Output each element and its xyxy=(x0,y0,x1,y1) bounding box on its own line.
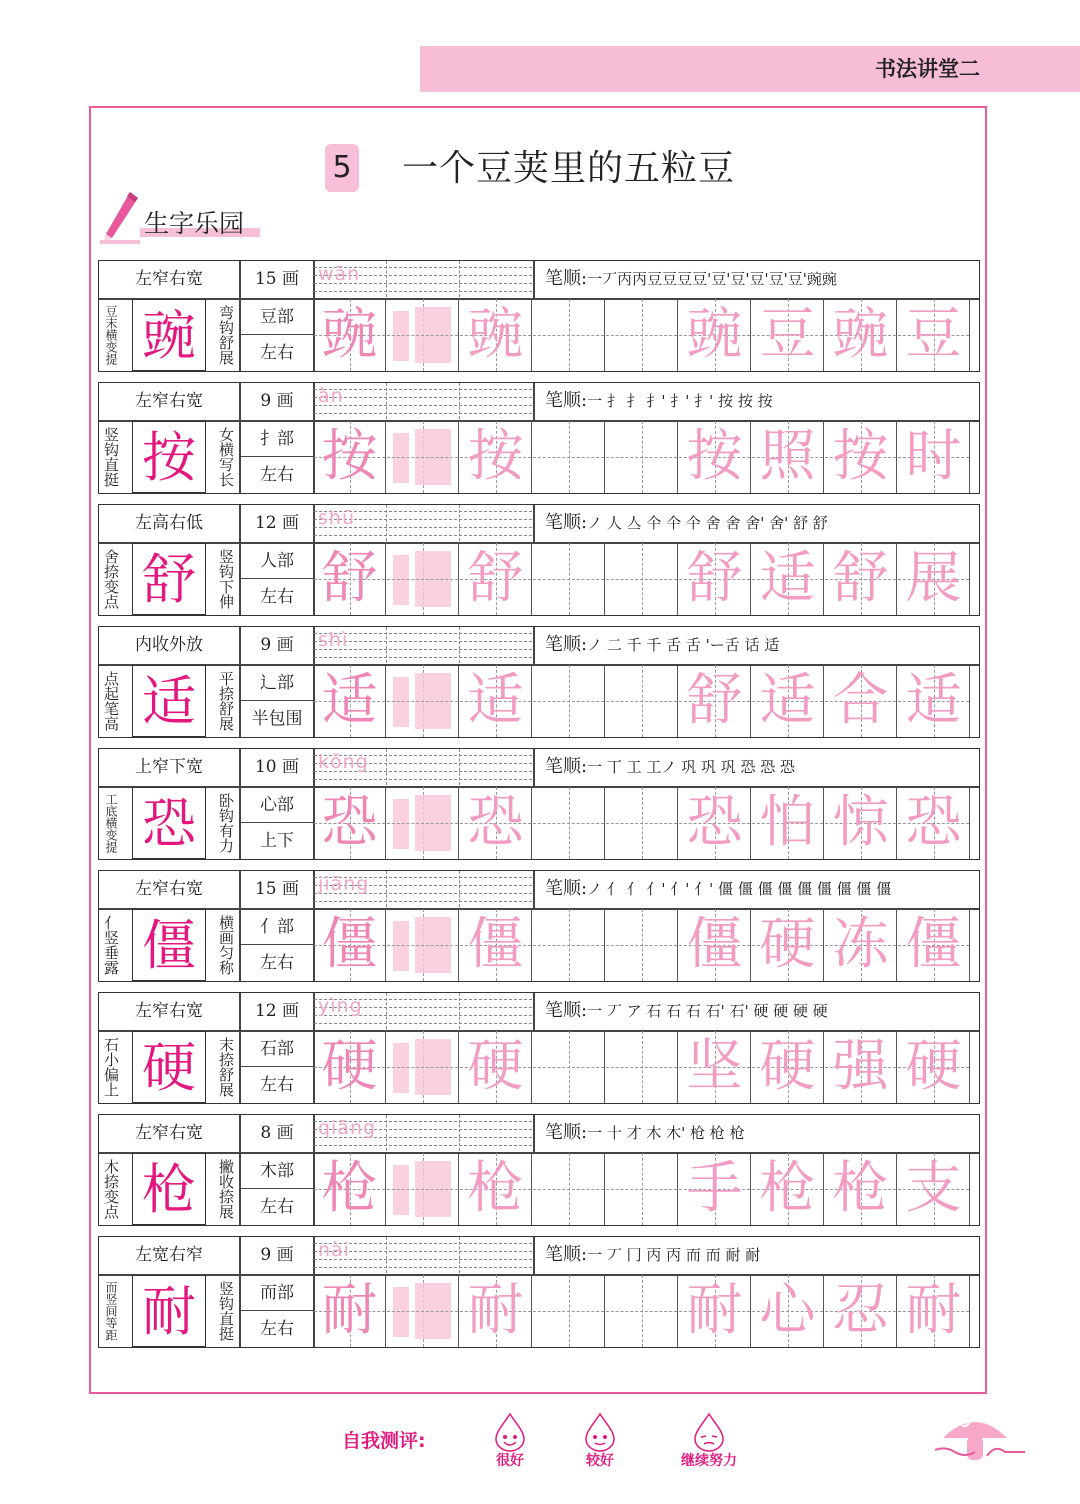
writing-tip-left: 而竖间等距 xyxy=(104,1281,118,1341)
rating-keep-trying[interactable] xyxy=(664,1412,754,1469)
pinyin-cell xyxy=(314,505,532,541)
practice-cell[interactable] xyxy=(752,665,824,737)
practice-cell[interactable] xyxy=(460,299,532,371)
stroke-count: 8 画 xyxy=(260,1123,294,1143)
stroke-count: 12 画 xyxy=(254,1001,300,1021)
stroke-order-label: 笔顺: xyxy=(545,268,588,289)
practice-cell[interactable] xyxy=(679,665,751,737)
practice-cell[interactable] xyxy=(898,421,970,493)
practice-grid xyxy=(314,787,979,859)
practice-cell[interactable] xyxy=(679,1275,751,1347)
layout-label: 左右 xyxy=(260,465,294,485)
radical-label: 豆部 xyxy=(260,307,294,327)
practice-cell[interactable] xyxy=(898,1031,970,1103)
self-eval-label: 自我测评: xyxy=(342,1430,426,1452)
stroke-order-cell xyxy=(535,1115,981,1151)
model-character: 恐 xyxy=(142,792,196,855)
practice-cell[interactable] xyxy=(606,1153,678,1225)
model-character: 耐 xyxy=(142,1280,196,1343)
writing-tip-right: 竖钩直挺 xyxy=(217,1281,235,1341)
practice-grid xyxy=(314,909,979,981)
practice-cell[interactable] xyxy=(606,665,678,737)
writing-tip-left: 竖钩直挺 xyxy=(102,427,120,487)
model-character-box xyxy=(132,299,206,371)
practice-cell[interactable] xyxy=(752,1031,824,1103)
smile-drop-icon xyxy=(580,1412,620,1452)
word-character: 豌 xyxy=(832,302,889,367)
stroke-order-sequence: 一 丆 ア 石 石 石 石' 石' 硬 硬 硬 硬 xyxy=(587,1002,828,1020)
character-block xyxy=(98,382,980,494)
practice-cell[interactable] xyxy=(460,543,532,615)
practice-cell[interactable] xyxy=(606,421,678,493)
pinyin-cell xyxy=(314,749,532,785)
pinyin: kǒng xyxy=(318,751,369,773)
practice-cell[interactable] xyxy=(825,299,897,371)
model-character-box xyxy=(132,1153,206,1225)
pinyin-cell xyxy=(314,261,532,297)
page-number: 9 xyxy=(960,1412,972,1431)
writing-tip-left: 舍捺变点 xyxy=(102,549,120,609)
practice-cell[interactable] xyxy=(533,665,605,737)
word-character: 手 xyxy=(686,1156,743,1221)
trace-character: 僵 xyxy=(467,912,524,977)
writing-tip-right: 撇收捺展 xyxy=(217,1159,235,1219)
writing-tip-right: 平捺舒展 xyxy=(217,671,235,731)
writing-tip-right: 横画匀称 xyxy=(217,915,235,975)
trace-character: 僵 xyxy=(321,912,378,977)
stroke-order-label: 笔顺: xyxy=(545,512,588,533)
practice-cell[interactable] xyxy=(460,421,532,493)
practice-grid xyxy=(314,421,979,493)
practice-cell[interactable] xyxy=(606,787,678,859)
practice-cell[interactable] xyxy=(533,1031,605,1103)
stroke-order-sequence: ノ 二 千 千 舌 舌 'ー舌 话 适 xyxy=(587,636,780,654)
rating-label: 很好 xyxy=(496,1453,524,1469)
stroke-order-cell xyxy=(535,383,981,419)
trace-character: 按 xyxy=(467,424,524,489)
trace-character: 适 xyxy=(321,668,378,733)
word-character: 枪 xyxy=(759,1156,816,1221)
practice-cell[interactable] xyxy=(460,1153,532,1225)
radical-label: 而部 xyxy=(260,1283,294,1303)
happy-drop-icon xyxy=(490,1412,530,1452)
word-character: 硬 xyxy=(905,1034,962,1099)
trace-character: 耐 xyxy=(321,1278,378,1343)
practice-cell[interactable] xyxy=(898,1153,970,1225)
practice-cell[interactable] xyxy=(825,665,897,737)
stroke-order-sequence: ノ 人 亼 仐 仐 仐 舍 舍 舍' 舍' 舒 舒 xyxy=(587,514,828,532)
layout-label: 半包围 xyxy=(251,709,303,729)
stroke-order-sequence: ノ 亻 亻 亻' 亻' 亻' 僵 僵 僵 僵 僵 僵 僵 僵 僵 xyxy=(587,880,892,898)
practice-cell[interactable] xyxy=(606,299,678,371)
word-character: 按 xyxy=(832,424,889,489)
practice-cell[interactable] xyxy=(898,543,970,615)
practice-cell[interactable] xyxy=(825,1031,897,1103)
stroke-count: 9 画 xyxy=(260,635,294,655)
practice-cell[interactable] xyxy=(533,909,605,981)
stroke-order-sequence: 一 十 才 木 木' 枪 枪 枪 xyxy=(587,1124,745,1142)
layout-label: 左右 xyxy=(260,343,294,363)
lesson-title: 一个豆荚里的五粒豆 xyxy=(402,148,736,189)
stroke-order-label: 笔顺: xyxy=(545,390,588,411)
layout-label: 左右 xyxy=(260,1197,294,1217)
practice-cell[interactable] xyxy=(460,787,532,859)
pinyin: yìng xyxy=(318,995,363,1017)
word-character: 忍 xyxy=(832,1278,889,1343)
model-character: 按 xyxy=(142,426,196,489)
practice-cell[interactable] xyxy=(825,421,897,493)
stroke-count: 12 画 xyxy=(254,513,300,533)
practice-cell[interactable] xyxy=(387,421,459,493)
word-character: 照 xyxy=(759,424,816,489)
model-character-box xyxy=(132,1031,206,1103)
pinyin: shū xyxy=(318,507,355,529)
writing-tip-right: 竖钩下伸 xyxy=(217,549,235,609)
character-block xyxy=(98,992,980,1104)
word-character: 展 xyxy=(905,546,962,611)
word-character: 耐 xyxy=(905,1278,962,1343)
word-character: 舒 xyxy=(832,546,889,611)
practice-cell[interactable] xyxy=(387,665,459,737)
pinyin: qiāng xyxy=(318,1117,377,1139)
model-character: 硬 xyxy=(142,1036,196,1099)
practice-cell[interactable] xyxy=(314,1275,386,1347)
word-character: 坚 xyxy=(686,1034,743,1099)
practice-cell[interactable] xyxy=(825,909,897,981)
trace-character: 硬 xyxy=(321,1034,378,1099)
radical-label: 人部 xyxy=(260,551,294,571)
practice-cell[interactable] xyxy=(825,1275,897,1347)
structure-label: 内收外放 xyxy=(135,635,203,655)
pinyin-cell xyxy=(314,1115,532,1151)
practice-cell[interactable] xyxy=(679,421,751,493)
character-block xyxy=(98,870,980,982)
practice-cell[interactable] xyxy=(314,665,386,737)
model-character-box xyxy=(132,421,206,493)
word-character: 适 xyxy=(759,546,816,611)
pinyin-cell xyxy=(314,627,532,663)
rating-label: 继续努力 xyxy=(681,1453,737,1469)
practice-cell[interactable] xyxy=(752,543,824,615)
practice-cell[interactable] xyxy=(898,665,970,737)
practice-cell[interactable] xyxy=(533,1153,605,1225)
structure-label: 左窄右宽 xyxy=(135,391,203,411)
stroke-order-sequence: 一 扌 扌 扌' 扌' 扌' 按 按 按 xyxy=(587,392,773,410)
stroke-order-label: 笔顺: xyxy=(545,878,588,899)
practice-cell[interactable] xyxy=(533,1275,605,1347)
practice-cell[interactable] xyxy=(606,909,678,981)
structure-label: 左窄右宽 xyxy=(135,879,203,899)
writing-tip-left: 石小偏上 xyxy=(102,1037,120,1097)
word-character: 耐 xyxy=(686,1278,743,1343)
trace-character: 舒 xyxy=(467,546,524,611)
practice-cell[interactable] xyxy=(533,421,605,493)
pinyin: wān xyxy=(318,263,361,285)
stroke-order-cell xyxy=(535,261,981,297)
practice-cell[interactable] xyxy=(679,543,751,615)
rating-good[interactable] xyxy=(560,1412,640,1469)
radical-label: 木部 xyxy=(260,1161,294,1181)
word-character: 豆 xyxy=(759,302,816,367)
practice-cell[interactable] xyxy=(387,543,459,615)
word-character: 冻 xyxy=(832,912,889,977)
practice-cell[interactable] xyxy=(606,1031,678,1103)
trace-character: 硬 xyxy=(467,1034,524,1099)
structure-label: 左窄右宽 xyxy=(135,1001,203,1021)
pinyin: jiāng xyxy=(318,873,370,895)
word-character: 惊 xyxy=(832,790,889,855)
writing-tip-right: 弯钩舒展 xyxy=(217,305,235,365)
practice-cell[interactable] xyxy=(314,1153,386,1225)
stroke-order-label: 笔顺: xyxy=(545,634,588,655)
practice-cell[interactable] xyxy=(825,787,897,859)
writing-tip-right: 末捺舒展 xyxy=(217,1037,235,1097)
writing-tip-right: 卧钩有力 xyxy=(217,793,235,853)
writing-tip-left: 工底横变提 xyxy=(104,793,118,853)
stroke-count: 15 画 xyxy=(254,879,300,899)
layout-label: 左右 xyxy=(260,1319,294,1339)
section-heading xyxy=(100,190,300,246)
sad-drop-icon xyxy=(689,1412,729,1452)
practice-cell[interactable] xyxy=(606,1275,678,1347)
practice-cell[interactable] xyxy=(460,1031,532,1103)
character-block xyxy=(98,748,980,860)
model-character: 豌 xyxy=(142,304,196,367)
practice-cell[interactable] xyxy=(460,1275,532,1347)
practice-cell[interactable] xyxy=(606,543,678,615)
stroke-order-label: 笔顺: xyxy=(545,1244,588,1265)
stroke-order-cell xyxy=(535,1237,981,1273)
header-band xyxy=(420,46,1080,92)
word-character: 枪 xyxy=(832,1156,889,1221)
model-character: 舒 xyxy=(142,548,196,611)
word-character: 豆 xyxy=(905,302,962,367)
pinyin: nài xyxy=(318,1239,350,1261)
radical-label: 亻部 xyxy=(260,917,294,937)
structure-label: 左窄右宽 xyxy=(135,269,203,289)
model-character: 适 xyxy=(142,670,196,733)
model-character-box xyxy=(132,787,206,859)
stroke-order-label: 笔顺: xyxy=(545,1000,588,1021)
word-character: 舒 xyxy=(686,546,743,611)
word-character: 适 xyxy=(905,668,962,733)
pinyin-cell xyxy=(314,871,532,907)
word-character: 按 xyxy=(686,424,743,489)
practice-cell[interactable] xyxy=(314,909,386,981)
radical-label: 扌部 xyxy=(260,429,294,449)
word-character: 适 xyxy=(759,668,816,733)
practice-cell[interactable] xyxy=(752,909,824,981)
stroke-order-sequence: 一 丆 冂 丙 丙 而 而 耐 耐 xyxy=(587,1246,761,1264)
word-character: 怕 xyxy=(759,790,816,855)
layout-label: 左右 xyxy=(260,587,294,607)
character-block xyxy=(98,504,980,616)
writing-tip-left: 豆末横变提 xyxy=(104,305,118,365)
practice-cell[interactable] xyxy=(898,909,970,981)
practice-cell[interactable] xyxy=(825,1153,897,1225)
practice-cell[interactable] xyxy=(752,299,824,371)
radical-label: 石部 xyxy=(260,1039,294,1059)
footer xyxy=(0,1404,1080,1504)
writing-tip-left: 亻竖垂露 xyxy=(102,915,120,975)
practice-grid xyxy=(314,1031,979,1103)
lesson-number: 5 xyxy=(325,144,359,192)
layout-label: 左右 xyxy=(260,953,294,973)
section-label: 生字乐园 xyxy=(144,209,245,238)
model-character-box xyxy=(132,1275,206,1347)
stroke-order-label: 笔顺: xyxy=(545,756,588,777)
practice-grid xyxy=(314,1275,979,1347)
layout-label: 左右 xyxy=(260,1075,294,1095)
practice-cell[interactable] xyxy=(752,787,824,859)
layout-label: 上下 xyxy=(260,831,294,851)
writing-tip-left: 点起笔高 xyxy=(102,671,120,731)
header-title: 书法讲堂二 xyxy=(875,57,980,81)
structure-label: 左窄右宽 xyxy=(135,1123,203,1143)
practice-grid xyxy=(314,299,979,371)
trace-character: 适 xyxy=(467,668,524,733)
word-character: 舒 xyxy=(686,668,743,733)
word-character: 支 xyxy=(905,1156,962,1221)
stroke-count: 9 画 xyxy=(260,391,294,411)
practice-cell[interactable] xyxy=(825,543,897,615)
word-character: 强 xyxy=(832,1034,889,1099)
structure-label: 左宽右窄 xyxy=(135,1245,203,1265)
word-character: 恐 xyxy=(905,790,962,855)
practice-cell[interactable] xyxy=(387,299,459,371)
pinyin: àn xyxy=(318,385,344,407)
practice-cell[interactable] xyxy=(752,1275,824,1347)
practice-cell[interactable] xyxy=(898,299,970,371)
model-character-box xyxy=(132,909,206,981)
pinyin: shì xyxy=(318,629,349,651)
practice-cell[interactable] xyxy=(533,787,605,859)
word-character: 硬 xyxy=(759,1034,816,1099)
model-character: 僵 xyxy=(142,914,196,977)
practice-cell[interactable] xyxy=(460,665,532,737)
character-block xyxy=(98,1114,980,1226)
practice-cell[interactable] xyxy=(533,299,605,371)
trace-character: 耐 xyxy=(467,1278,524,1343)
practice-cell[interactable] xyxy=(387,787,459,859)
word-character: 恐 xyxy=(686,790,743,855)
practice-cell[interactable] xyxy=(679,787,751,859)
practice-cell[interactable] xyxy=(314,299,386,371)
practice-cell[interactable] xyxy=(679,1031,751,1103)
word-character: 僵 xyxy=(686,912,743,977)
practice-cell[interactable] xyxy=(387,1153,459,1225)
trace-character: 枪 xyxy=(321,1156,378,1221)
word-character: 心 xyxy=(759,1278,816,1343)
writing-tip-left: 木捺变点 xyxy=(102,1159,120,1219)
radical-label: 心部 xyxy=(260,795,294,815)
trace-character: 按 xyxy=(321,424,378,489)
pinyin-cell xyxy=(314,993,532,1029)
radical-label: 辶部 xyxy=(260,673,294,693)
practice-grid xyxy=(314,543,979,615)
word-character: 僵 xyxy=(905,912,962,977)
character-block xyxy=(98,260,980,372)
practice-cell[interactable] xyxy=(387,1275,459,1347)
trace-character: 恐 xyxy=(467,790,524,855)
structure-label: 左高右低 xyxy=(135,513,203,533)
trace-character: 舒 xyxy=(321,546,378,611)
stroke-order-cell xyxy=(535,627,981,663)
word-character: 豌 xyxy=(686,302,743,367)
writing-tip-right: 女横写长 xyxy=(217,427,235,487)
practice-cell[interactable] xyxy=(752,1153,824,1225)
rating-very-good[interactable] xyxy=(470,1412,550,1469)
practice-cell[interactable] xyxy=(533,543,605,615)
trace-character: 豌 xyxy=(321,302,378,367)
rating-label: 较好 xyxy=(586,1453,614,1469)
stroke-count: 10 画 xyxy=(254,757,300,777)
practice-cell[interactable] xyxy=(679,909,751,981)
structure-label: 上窄下宽 xyxy=(135,757,203,777)
practice-cell[interactable] xyxy=(460,909,532,981)
practice-grid xyxy=(314,665,979,737)
pinyin-cell xyxy=(314,383,532,419)
word-character: 合 xyxy=(832,668,889,733)
model-character-box xyxy=(132,543,206,615)
practice-cell[interactable] xyxy=(314,543,386,615)
character-block xyxy=(98,1236,980,1348)
practice-cell[interactable] xyxy=(679,1153,751,1225)
mushroom-icon xyxy=(935,1406,1035,1466)
character-block xyxy=(98,626,980,738)
practice-cell[interactable] xyxy=(898,787,970,859)
practice-cell[interactable] xyxy=(314,421,386,493)
pencil-icon xyxy=(100,190,144,246)
stroke-count: 15 画 xyxy=(254,269,300,289)
stroke-order-sequence: 一 丅 工 工ノ 巩 巩 巩 恐 恐 恐 xyxy=(587,758,795,776)
stroke-order-sequence: 一丆丙丙豆豆豆豆'豆'豆'豆'豆'豆'豌豌 xyxy=(587,270,837,288)
stroke-order-cell xyxy=(535,871,981,907)
stroke-order-label: 笔顺: xyxy=(545,1122,588,1143)
pinyin-cell xyxy=(314,1237,532,1273)
practice-grid xyxy=(314,1153,979,1225)
trace-character: 恐 xyxy=(321,790,378,855)
practice-cell[interactable] xyxy=(679,299,751,371)
practice-cell[interactable] xyxy=(752,421,824,493)
model-character-box xyxy=(132,665,206,737)
trace-character: 豌 xyxy=(467,302,524,367)
stroke-count: 9 画 xyxy=(260,1245,294,1265)
stroke-order-cell xyxy=(535,749,981,785)
trace-character: 枪 xyxy=(467,1156,524,1221)
stroke-order-cell xyxy=(535,505,981,541)
practice-cell[interactable] xyxy=(387,1031,459,1103)
word-character: 硬 xyxy=(759,912,816,977)
practice-cell[interactable] xyxy=(898,1275,970,1347)
word-character: 时 xyxy=(905,424,962,489)
practice-cell[interactable] xyxy=(314,1031,386,1103)
model-character: 枪 xyxy=(142,1158,196,1221)
practice-cell[interactable] xyxy=(387,909,459,981)
practice-cell[interactable] xyxy=(314,787,386,859)
stroke-order-cell xyxy=(535,993,981,1029)
